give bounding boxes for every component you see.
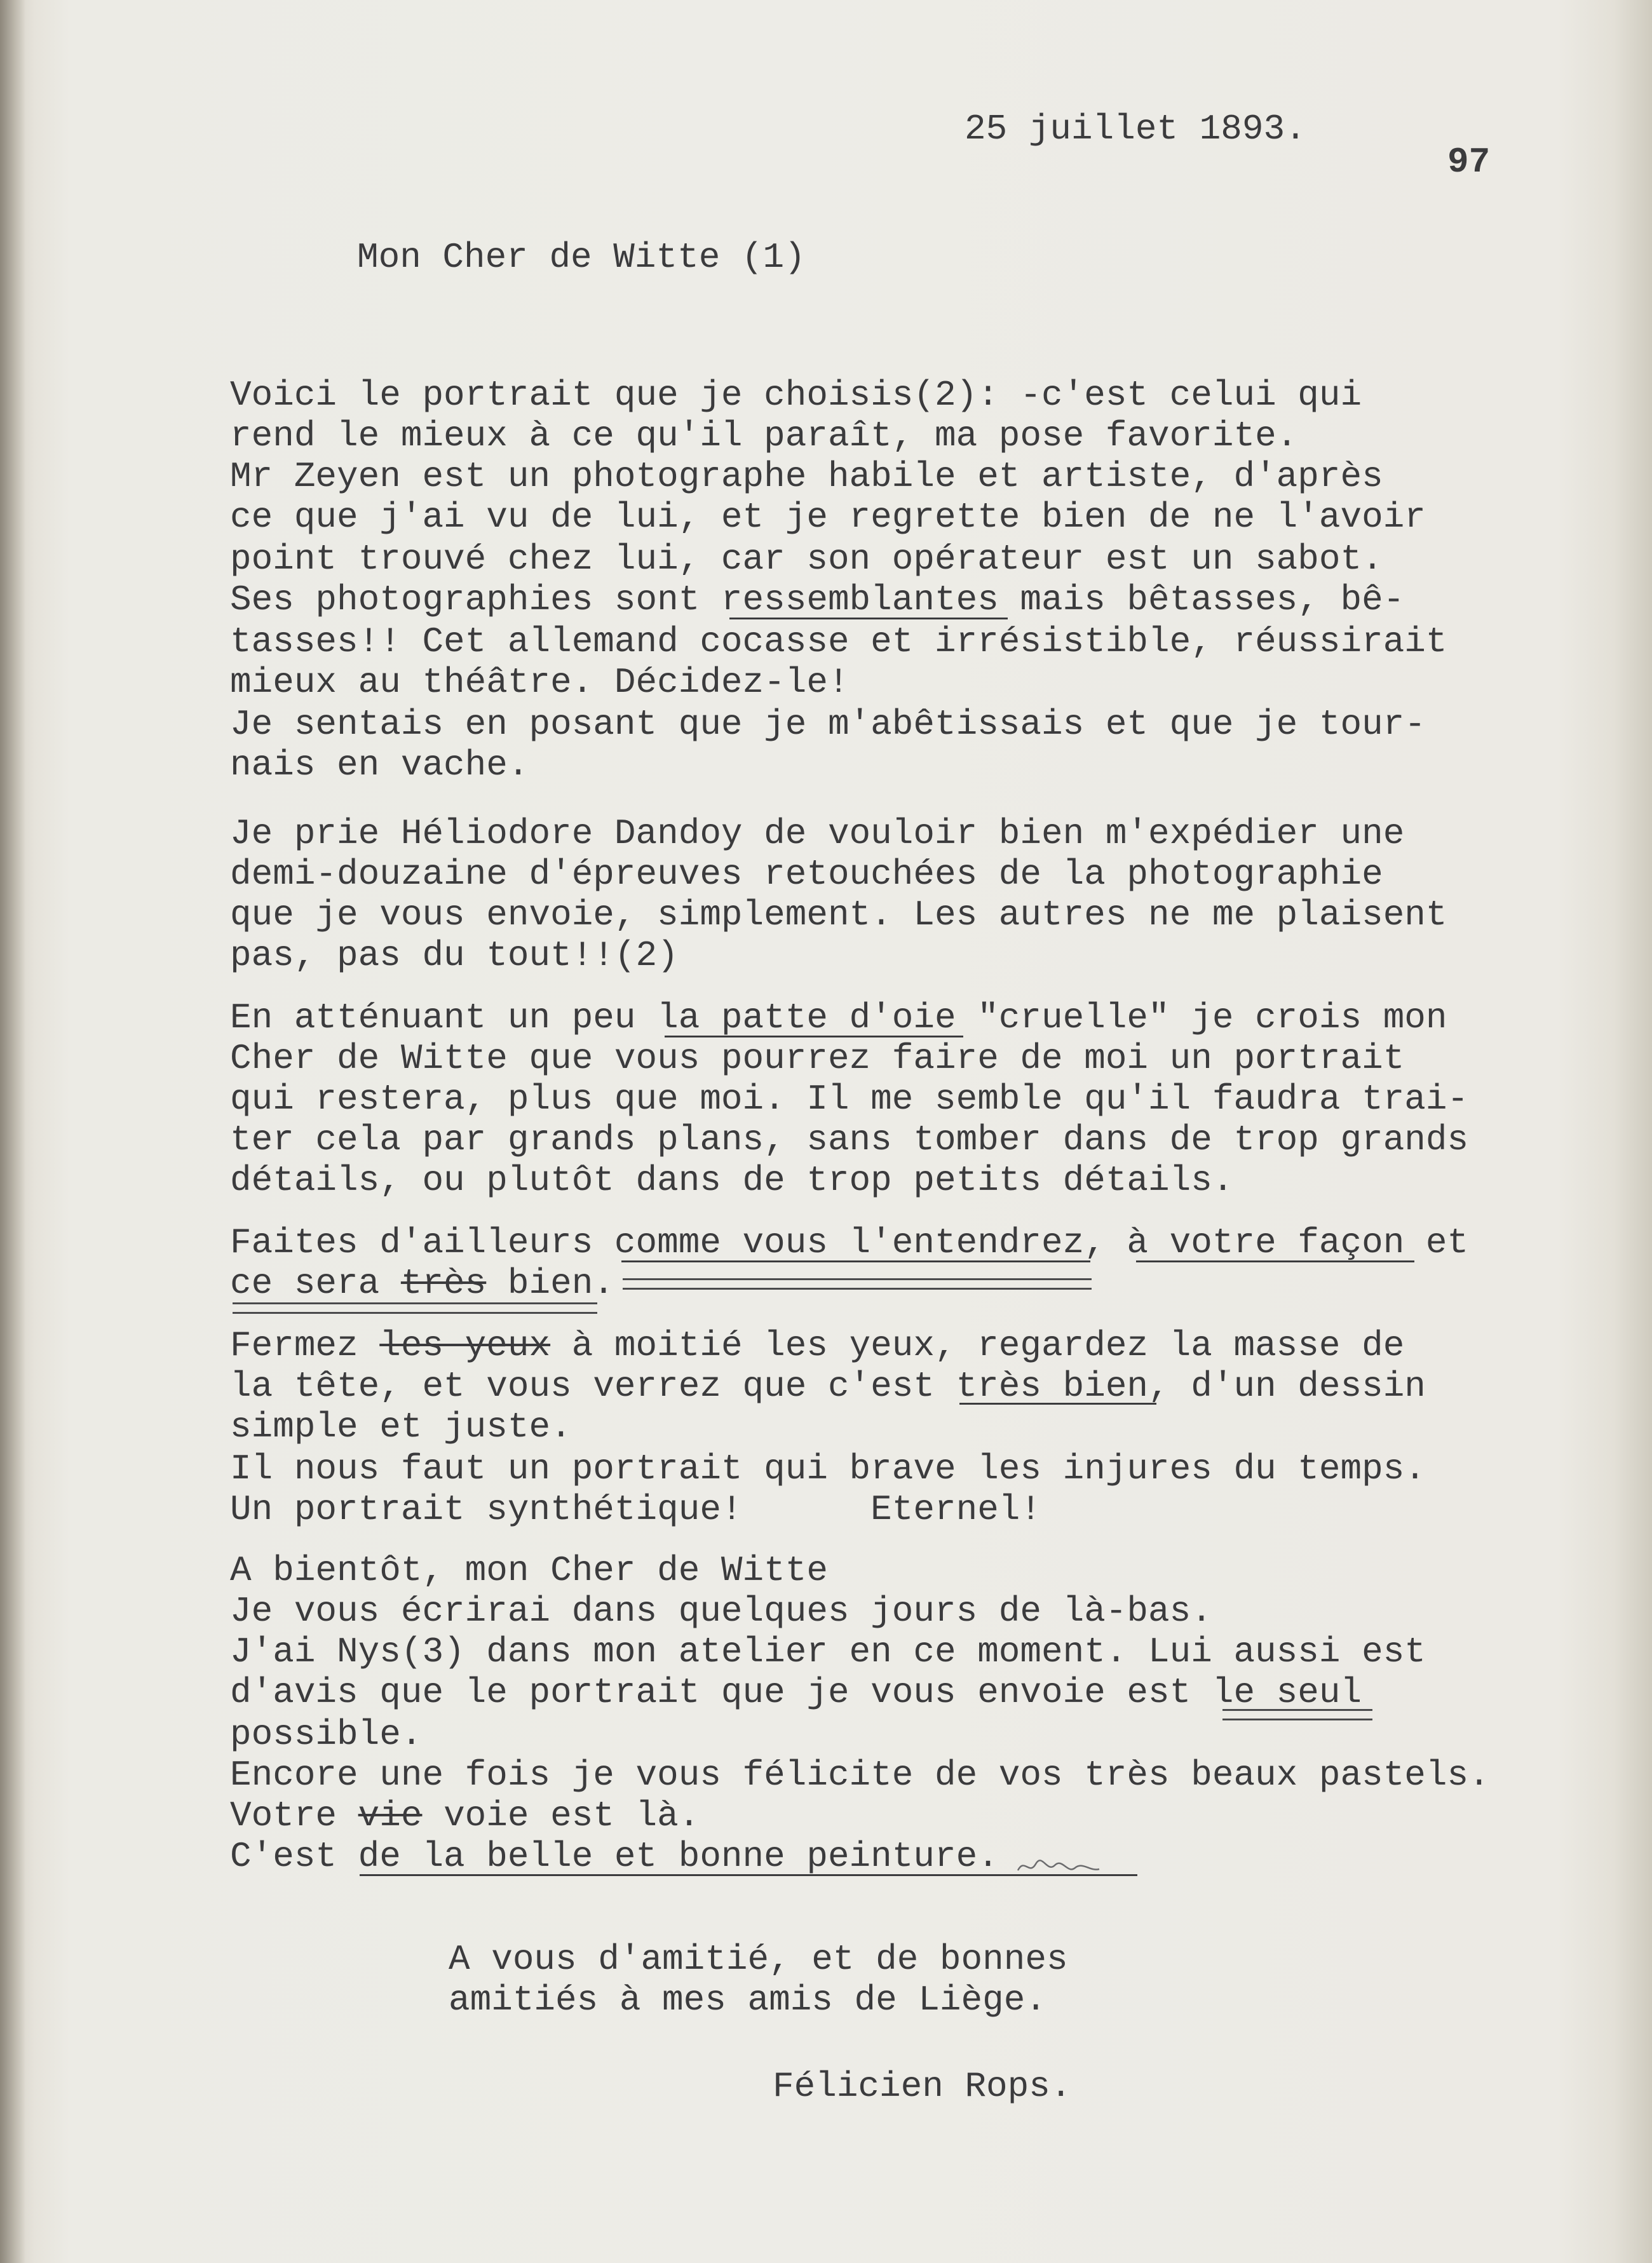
text-line: Votre vie voie est là.	[230, 1795, 700, 1836]
text-line: ce que j'ai vu de lui, et je regrette bien de ne l'avoir	[230, 497, 1426, 537]
signature: Félicien Rops.	[773, 2066, 1072, 2107]
handwritten-flourish	[1015, 1850, 1104, 1878]
text-line: tasses!! Cet allemand cocasse et irrésistible, réussirait	[230, 621, 1447, 662]
text-line: A bientôt, mon Cher de Witte	[230, 1550, 828, 1591]
text-line: J'ai Nys(3) dans mon atelier en ce moment. Lui aussi est	[230, 1631, 1426, 1672]
text-line: En atténuant un peu la patte d'oie "cruelle" je crois mon	[230, 997, 1447, 1038]
underline	[665, 1036, 963, 1037]
text-line: possible.	[230, 1714, 423, 1755]
struck-text: très	[400, 1263, 487, 1304]
text-line: mieux au théâtre. Décidez-le!	[230, 662, 850, 703]
text-line: C'est de la belle et bonne peinture.	[230, 1836, 999, 1877]
text-line: Faites d'ailleurs comme vous l'entendrez, à votre façon et	[230, 1222, 1469, 1263]
underline	[729, 618, 1008, 619]
book-spine-shadow	[0, 0, 25, 2263]
double-underline	[623, 1278, 1092, 1290]
text-line: Cher de Witte que vous pourrez faire de moi un portrait	[230, 1038, 1405, 1079]
text-line: la tête, et vous verrez que c'est très bien, d'un dessin	[230, 1366, 1426, 1407]
text-line: qui restera, plus que moi. Il me semble qu'il faudra trai-	[230, 1079, 1469, 1119]
text-line: Ses photographies sont ressemblantes mais bêtasses, bê-	[230, 579, 1405, 620]
text-line: pas, pas du tout!!(2)	[230, 935, 679, 976]
text-line: Fermez les yeux à moitié les yeux, regardez la masse de	[230, 1325, 1405, 1366]
text-line: d'avis que le portrait que je vous envoie est le seul	[230, 1672, 1362, 1713]
text-line: amitiés à mes amis de Liège.	[449, 1980, 1046, 2020]
underline	[1136, 1260, 1414, 1262]
salutation: Mon Cher de Witte (1)	[357, 237, 806, 278]
text-line: Voici le portrait que je choisis(2): -c'est celui qui	[230, 375, 1362, 415]
letter-date: 25 juillet 1893.	[965, 109, 1306, 149]
text-line: Je vous écrirai dans quelques jours de là-bas.	[230, 1591, 1212, 1631]
text-line: Il nous faut un portrait qui brave les injures du temps.	[230, 1449, 1426, 1489]
struck-text: les yeux	[379, 1325, 551, 1366]
text-line: Je sentais en posant que je m'abêtissais et que je tour-	[230, 704, 1426, 745]
underline	[621, 1260, 1090, 1262]
double-underline	[233, 1302, 597, 1314]
text-line: détails, ou plutôt dans de trop petits détails.	[230, 1160, 1234, 1201]
text-line: point trouvé chez lui, car son opérateur est un sabot.	[230, 539, 1383, 579]
text-line: Un portrait synthétique! Eternel!	[230, 1489, 1042, 1530]
text-line: Mr Zeyen est un photographe habile et artiste, d'après	[230, 456, 1383, 497]
double-underline	[1222, 1709, 1372, 1720]
page-number: 97	[1447, 142, 1491, 182]
text-line: rend le mieux à ce qu'il paraît, ma pose favorite.	[230, 415, 1298, 456]
text-line: simple et juste.	[230, 1407, 572, 1447]
text-line: Encore une fois je vous félicite de vos très beaux pastels.	[230, 1755, 1490, 1795]
text-line: ce sera très bien.	[230, 1263, 614, 1304]
text-line: ter cela par grands plans, sans tomber dans de trop grands	[230, 1119, 1469, 1160]
text-line: Je prie Héliodore Dandoy de vouloir bien m'expédier une	[230, 813, 1405, 854]
text-line: demi-douzaine d'épreuves retouchées de la photographie	[230, 854, 1383, 895]
text-line: nais en vache.	[230, 745, 529, 785]
struck-text: vie	[358, 1795, 423, 1836]
text-line: que je vous envoie, simplement. Les autres ne me plaisent	[230, 895, 1447, 935]
underline	[959, 1403, 1156, 1405]
text-line: A vous d'amitié, et de bonnes	[449, 1939, 1068, 1980]
